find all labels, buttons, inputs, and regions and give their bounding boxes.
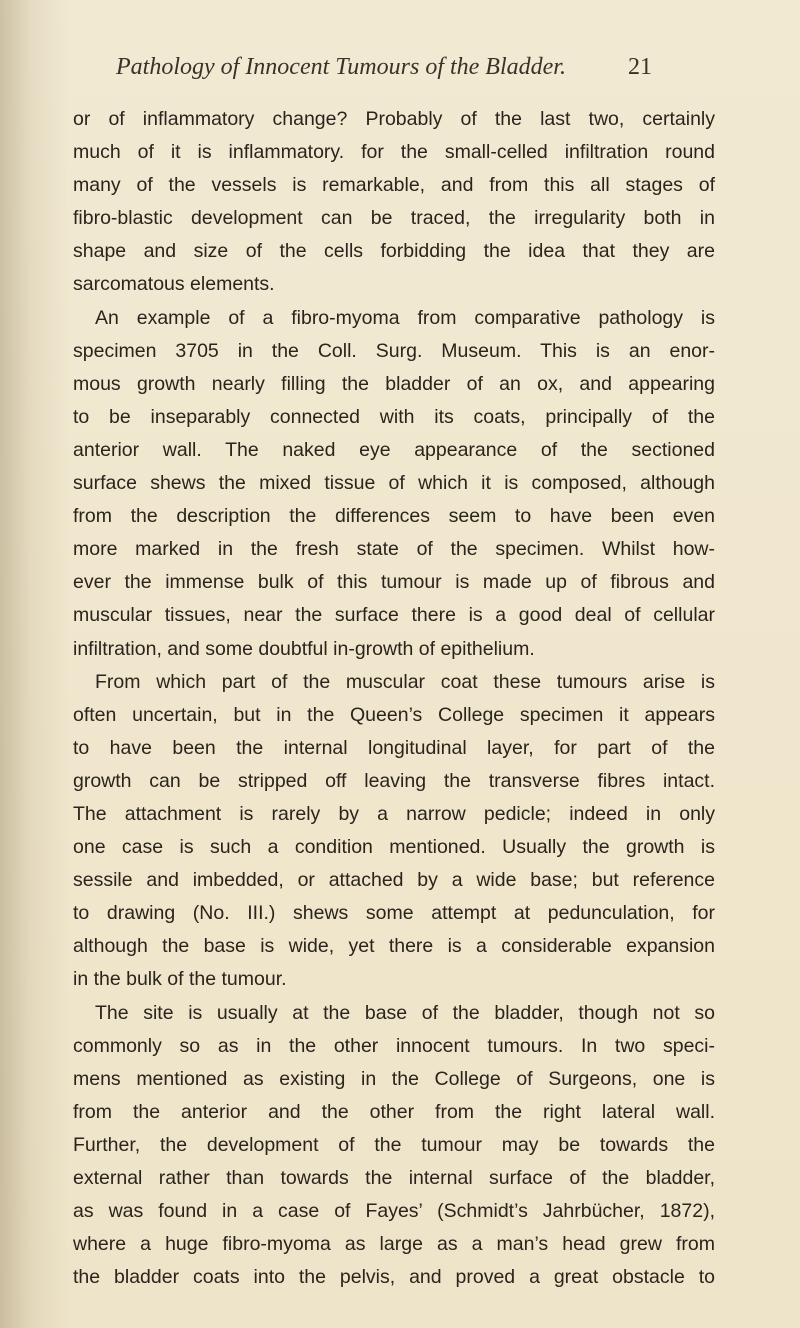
text-line: sarcomatous elements.: [73, 273, 275, 296]
text-line: specimen 3705 in the Coll. Surg. Museum. This is an enor-: [73, 339, 715, 362]
text-line: often uncertain, but in the Queen’s College specimen it appears: [73, 703, 715, 726]
page-number: 21: [628, 54, 652, 80]
text-line: shape and size of the cells forbidding the idea that they are: [73, 240, 715, 263]
text-line: although the base is wide, yet there is a considerable expansion: [73, 935, 715, 958]
text-line: to be inseparably connected with its coats, principally of the: [73, 405, 715, 428]
running-title: Pathology of Innocent Tumours of the Bladder.: [116, 54, 566, 80]
text-line: surface shews the mixed tissue of which it is composed, although: [73, 472, 715, 495]
text-line: more marked in the fresh state of the specimen. Whilst how-: [73, 538, 715, 561]
text-line: from the anterior and the other from the right lateral wall.: [73, 1100, 715, 1123]
text-line: Further, the development of the tumour may be towards the: [73, 1133, 715, 1156]
text-line: from the description the differences seem to have been even: [73, 505, 715, 528]
running-header: [116, 54, 716, 94]
text-line: mens mentioned as existing in the College of Surgeons, one is: [73, 1067, 715, 1090]
text-line: fibro-blastic development can be traced, the irregularity both in: [73, 207, 715, 230]
text-line: to drawing (No. III.) shews some attempt at pedunculation, for: [73, 902, 715, 925]
text-line: where a huge fibro-myoma as large as a man’s head grew from: [73, 1233, 715, 1256]
text-line: one case is such a condition mentioned. Usually the growth is: [73, 836, 715, 859]
text-line: From which part of the muscular coat these tumours arise is: [95, 670, 715, 693]
text-line: The site is usually at the base of the bladder, though not so: [95, 1001, 715, 1024]
text-line: to have been the internal longitudinal layer, for part of the: [73, 736, 715, 759]
text-line: ever the immense bulk of this tumour is made up of fibrous and: [73, 571, 715, 594]
text-line: in the bulk of the tumour.: [73, 968, 287, 991]
text-line: An example of a fibro-myoma from comparative pathology is: [95, 306, 715, 329]
text-line: anterior wall. The naked eye appearance of the sectioned: [73, 438, 715, 461]
text-line: sessile and imbedded, or attached by a wide base; but reference: [73, 869, 715, 892]
text-line: infiltration, and some doubtful in-growth of epithelium.: [73, 637, 535, 660]
text-line: mous growth nearly filling the bladder of an ox, and appearing: [73, 372, 715, 395]
text-line: growth can be stripped off leaving the transverse fibres intact.: [73, 769, 715, 792]
text-line: or of inflammatory change? Probably of the last two, certainly: [73, 108, 715, 130]
text-line: The attachment is rarely by a narrow pedicle; indeed in only: [73, 802, 715, 825]
text-line: muscular tissues, near the surface there is a good deal of cellular: [73, 604, 715, 627]
text-line: external rather than towards the internal surface of the bladder,: [73, 1167, 715, 1189]
text-line: much of it is inflammatory. for the small-celled infiltration round: [73, 141, 715, 164]
text-line: the bladder coats into the pelvis, and proved a great obstacle to: [73, 1266, 715, 1289]
body-text: [73, 103, 715, 1294]
text-line: commonly so as in the other innocent tumours. In two speci-: [73, 1034, 715, 1057]
text-line: as was found in a case of Fayes’ (Schmidt’s Jahrbücher, 1872),: [73, 1200, 715, 1223]
text-line: many of the vessels is remarkable, and from this all stages of: [73, 174, 715, 197]
